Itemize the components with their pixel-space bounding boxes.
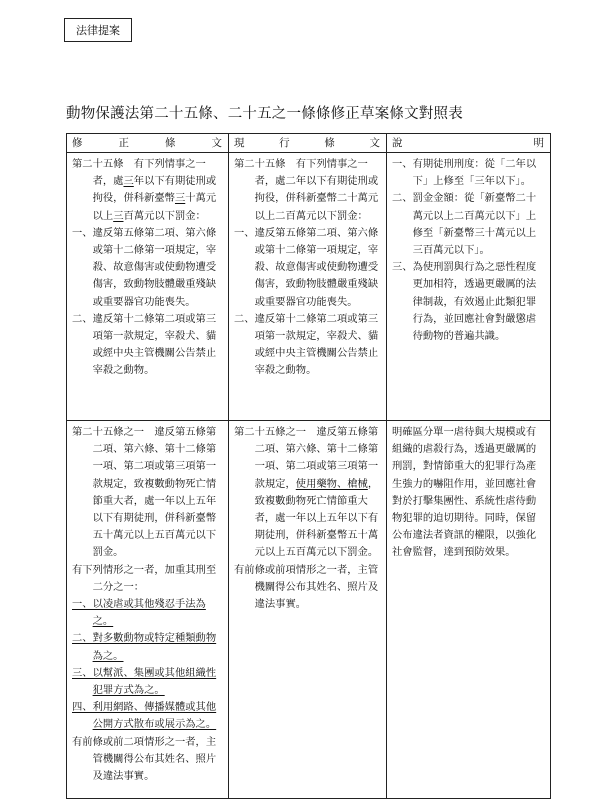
header-char: 條 bbox=[165, 137, 176, 149]
note-article-25-1 bbox=[387, 421, 551, 799]
table-row bbox=[67, 421, 551, 799]
article-item: 二、違反第十二條第二項或第三項第一款規定，宰殺犬、貓或經中央主管機關公告禁止宰殺之動物。 bbox=[234, 312, 379, 377]
header-char: 行 bbox=[279, 137, 290, 149]
article-item: 二、違反第十二條第二項或第三項第一款規定，宰殺犬、貓或經中央主管機關公告禁止宰殺之動物。 bbox=[72, 312, 217, 377]
current-article-25-1 bbox=[229, 421, 387, 799]
note-article-25 bbox=[387, 153, 551, 421]
article-item: 二、對多數動物或特定種類動物為之。 bbox=[72, 632, 217, 662]
current-article-25 bbox=[229, 153, 387, 421]
page-title: 動物保護法第二十五條、二十五之一條條修正草案條文對照表 bbox=[66, 106, 463, 122]
table-header-row bbox=[67, 134, 551, 153]
header-amended bbox=[67, 134, 229, 153]
note-item: 三、為使刑罰與行為之惡性程度更加相符，透過更嚴厲的法律制裁，有效遏止此類犯罪行為，並回應社會對嚴懲虐待動物的普遍共識。 bbox=[392, 261, 537, 343]
comparison-table bbox=[66, 133, 551, 799]
article-lead: 第二十五條 有下列情事之一者，處三年以下有期徒刑或拘役，併科新臺幣三十萬元以上三百萬元以下罰金： bbox=[72, 158, 217, 222]
article-item: 三、以幫派、集團或其他組織性犯罪方式為之。 bbox=[72, 666, 217, 697]
header-char: 說 bbox=[392, 137, 403, 149]
article-lead: 第二十五條之一 違反第五條第二項、第六條、第十二條第一項、第二項或第三項第一款規定，使用藥物、槍械，致複數動物死亡情節重大者，處一年以上五年以下有期徒刑，併科新臺幣五十萬元以上五百萬元以下罰金。 bbox=[234, 426, 379, 559]
table-row bbox=[67, 153, 551, 421]
article-item: 四、利用網路、傳播媒體或其他公開方式散布或展示為之。 bbox=[72, 701, 217, 731]
article-paragraph: 有前條或前二項情形之一者，主管機關得公布其姓名、照片及違法事實。 bbox=[72, 735, 217, 783]
header-char: 正 bbox=[118, 137, 129, 149]
article-item: 一、以凌虐或其他殘忍手法為之。 bbox=[72, 598, 206, 628]
header-char: 現 bbox=[234, 137, 245, 149]
header-char: 修 bbox=[72, 137, 83, 149]
amended-article-25 bbox=[67, 153, 229, 421]
header-char: 文 bbox=[211, 137, 222, 149]
header-current bbox=[229, 134, 387, 153]
article-item: 一、違反第五條第二項、第六條或第十二條第一項規定，宰殺、故意傷害或使動物遭受傷害，致動物肢體嚴重殘缺或重要器官功能喪失。 bbox=[72, 226, 217, 308]
note-item: 一、有期徒刑刑度：從「二年以下」上修至「三年以下」。 bbox=[392, 158, 537, 188]
header-char: 文 bbox=[369, 137, 380, 149]
header-note bbox=[387, 134, 551, 153]
article-item: 一、違反第五條第二項、第六條或第十二條第一項規定，宰殺、故意傷害或使動物遭受傷害，致動物肢體嚴重殘缺或重要器官功能喪失。 bbox=[234, 226, 379, 308]
note-paragraph: 明確區分單一虐待與大規模或有組織的虐殺行為，透過更嚴厲的刑罰，對情節重大的犯罪行為產生強力的嚇阻作用，並回應社會對於打擊集團性、系統性虐待動物犯罪的迫切期待。同時，保留公布違法者資訊的權限，以強化社會監督，達到預防效果。 bbox=[392, 426, 537, 559]
article-paragraph: 有前條或前項情形之一者，主管機關得公布其姓名、照片及違法事實。 bbox=[234, 563, 379, 611]
article-paragraph: 有下列情形之一者，加重其刑至二分之一： bbox=[72, 563, 217, 593]
amended-article-25-1 bbox=[67, 421, 229, 799]
article-lead: 第二十五條之一 違反第五條第二項、第六條、第十二條第一項、第二項或第三項第一款規定，致複數動物死亡情節重大者，處一年以上五年以下有期徒刑，併科新臺幣五十萬元以上五百萬元以下罰金。 bbox=[72, 426, 217, 559]
article-lead: 第二十五條 有下列情事之一者，處二年以下有期徒刑或拘役，併科新臺幣二十萬元以上二百萬元以下罰金： bbox=[234, 158, 379, 222]
document-tag: 法律提案 bbox=[64, 18, 132, 42]
header-char: 條 bbox=[324, 137, 335, 149]
note-item: 二、罰金金額：從「新臺幣二十萬元以上二百萬元以下」上修至「新臺幣三十萬元以上三百萬元以下」。 bbox=[392, 192, 537, 257]
header-char: 明 bbox=[533, 137, 544, 149]
